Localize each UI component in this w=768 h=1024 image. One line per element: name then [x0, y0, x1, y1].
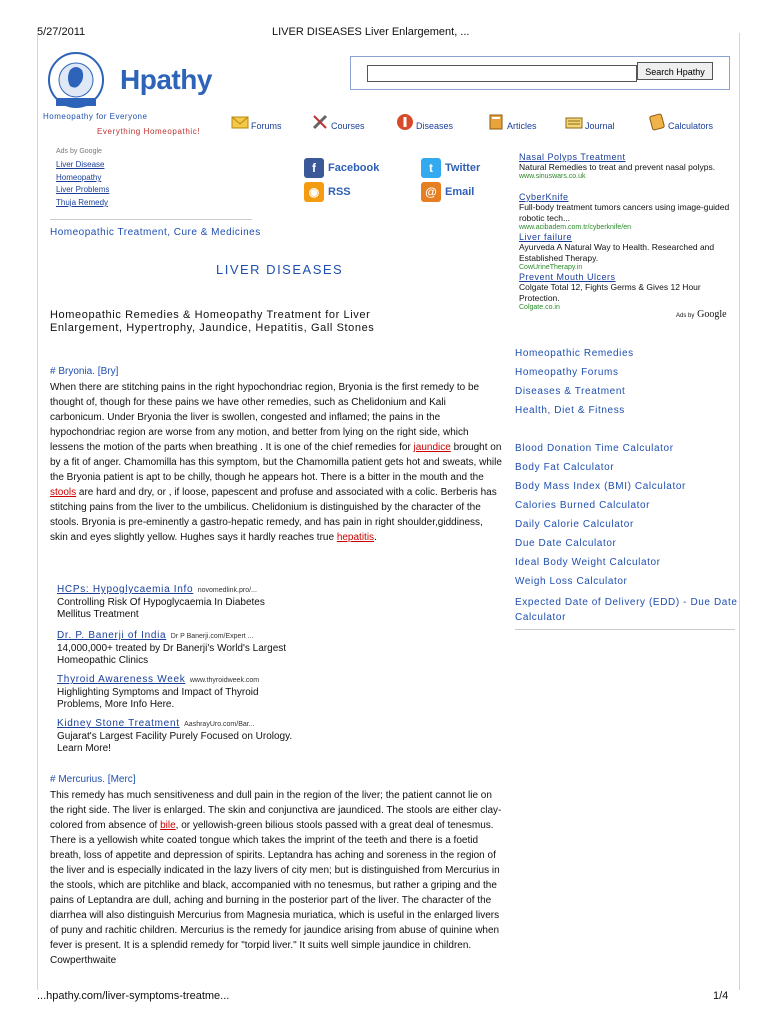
social-twitter[interactable] — [421, 158, 480, 178]
social-rss[interactable] — [304, 182, 351, 202]
ad-block[interactable] — [519, 152, 734, 192]
ad-title[interactable]: HCPs: Hypoglycaemia Info — [57, 584, 194, 595]
ad-body: Gujarat's Largest Facility Purely Focused on Urology. Learn More! — [57, 731, 293, 754]
ad-body: Natural Remedies to treat and prevent nasal polyps. — [519, 162, 716, 172]
nav-label: Journal — [585, 121, 615, 131]
brand-name[interactable]: Hpathy — [120, 64, 212, 95]
ad-url: Colgate.co.in — [519, 304, 560, 311]
ad-link[interactable]: Thuja Remedy — [56, 198, 109, 207]
page-title: LIVER DISEASES — [216, 262, 344, 277]
book-icon — [487, 113, 505, 131]
calculator-link[interactable]: Weigh Loss Calculator — [515, 576, 628, 587]
ad-body: Controlling Risk Of Hypoglycaemia In Diabetes Mellitus Treatment — [57, 597, 265, 620]
ad-url: AashrayUro.com/Bar... — [184, 721, 255, 728]
calculator-link[interactable]: Body Fat Calculator — [515, 462, 615, 473]
body-text: When there are stitching pains in the right hypochondriac region, Bryonia is the first remedy to be thought of, though for these pains we have other remedies, such as Chelidonium and Kali carbonicum. Under Bryonia the liver is swollen, congested and inflamed; the pains in the hypochondriac region are worse from any motion, and better from lying on the right side, which lessens the motion of the parts when breathing . It is one of the chief remedies for — [50, 382, 480, 453]
ad-body: 14,000,000+ treated by Dr Banerji's World's Largest Homeopathic Clinics — [57, 643, 287, 666]
logo-emblem-icon — [42, 50, 110, 110]
calculator-link[interactable]: Due Date Calculator — [515, 538, 617, 549]
nav-forums[interactable] — [231, 113, 282, 131]
ad-title[interactable]: Nasal Polyps Treatment — [519, 152, 626, 162]
nav-journal[interactable] — [565, 113, 615, 131]
nav-label: Forums — [251, 121, 282, 131]
ad-url: CowUrineTherapy.in — [519, 264, 583, 271]
inline-google-ads — [57, 579, 297, 755]
ad-url: novomedlink.pro/... — [197, 587, 257, 594]
sidebar-link[interactable]: Diseases & Treatment — [515, 386, 626, 397]
nav-label: Calculators — [668, 121, 714, 131]
calculator-link[interactable]: Expected Date of Delivery (EDD) - Due Date Calculator — [515, 597, 738, 623]
body-text: This remedy has much sensitiveness and dull pain in the region of the liver; the patient cannot lie on the right side. The liver is enlarged. The skin and conjunctiva are jaundiced. The stools are either clay-colored from absence of — [50, 790, 502, 831]
tools-icon — [311, 113, 329, 131]
nav-label: Courses — [331, 121, 365, 131]
ad-url: www.acibadem.com.tr/cyberknife/en — [519, 224, 632, 231]
inline-ad[interactable] — [57, 713, 297, 755]
ads-by-google-header: Ads by Google — [56, 148, 102, 155]
sidebar-link[interactable]: Homeopathy Forums — [515, 367, 619, 378]
inline-ad[interactable] — [57, 625, 297, 669]
nav-courses[interactable] — [311, 113, 365, 131]
brand-subtagline: Everything Homeopathic! — [97, 127, 201, 136]
body-text: . — [374, 532, 377, 543]
email-icon: @ — [421, 182, 441, 202]
ad-block[interactable] — [519, 232, 734, 272]
body-text: are hard and dry, or , if loose, papescent and profuse and associated with a colic. Berberis has stitching pains from the liver to the umbilicus. Chelidonium is distinguished by the character of the stools. Bryonia is pre-eminently a gastro-hepatic remedy, and has pain in right shoulder,giddiness, skin and eyes slightly yellow. Hughes says it hardly reaches true — [50, 487, 497, 543]
sidebar-link[interactable]: Homeopathic Remedies — [515, 348, 634, 359]
nav-label: Diseases — [416, 121, 454, 131]
nav-calculators[interactable] — [648, 113, 713, 131]
print-date: 5/27/2011 — [37, 26, 86, 38]
facebook-icon: f — [304, 158, 324, 178]
print-footer-page: 1/4 — [713, 990, 729, 1002]
calculator-link[interactable]: Blood Donation Time Calculator — [515, 443, 674, 454]
breadcrumb[interactable]: Homeopathic Treatment, Cure & Medicines — [50, 227, 261, 238]
ad-title[interactable]: Liver failure — [519, 232, 573, 242]
ad-title[interactable]: Prevent Mouth Ulcers — [519, 272, 616, 282]
ad-title[interactable]: Dr. P. Banerji of India — [57, 630, 167, 641]
social-facebook[interactable] — [304, 158, 379, 178]
page-subtitle: Homeopathic Remedies & Homeopathy Treatment for Liver Enlargement, Hypertrophy, Jaundice, Hepatitis, Gall Stones — [50, 309, 375, 334]
ads-by-prefix: Ads by — [676, 313, 695, 319]
body-text: brought on by a fit of anger. Chamomilla has this symptom, but the Chamomilla patient gets hot and sweats, while the Bryonia patient is apt to be chilly, though he appears hot. There is a bitter in the mouth and the — [50, 442, 502, 483]
section-heading-bryonia: # Bryonia. [Bry] — [50, 366, 119, 377]
google-wordmark: Google — [697, 309, 727, 320]
print-title: LIVER DISEASES Liver Enlargement, ... — [272, 26, 470, 38]
rss-icon: ◉ — [304, 182, 324, 202]
social-label: RSS — [328, 186, 351, 198]
nav-diseases[interactable] — [396, 113, 453, 131]
brand-tagline: Homeopathy for Everyone — [43, 112, 148, 121]
ad-body: Colgate Total 12, Fights Germs & Gives 12 Hour Protection. — [519, 282, 701, 303]
ad-title[interactable]: CyberKnife — [519, 192, 569, 202]
twitter-icon: t — [421, 158, 441, 178]
ads-by-google-label[interactable] — [676, 309, 727, 320]
calculator-link[interactable]: Body Mass Index (BMI) Calculator — [515, 481, 686, 492]
section-body-mercurius — [50, 788, 503, 978]
ad-body: Ayurveda A Natural Way to Health. Researched and Established Therapy. — [519, 242, 715, 263]
ad-title[interactable]: Thyroid Awareness Week — [57, 674, 186, 685]
ad-link[interactable]: Liver Problems — [56, 185, 110, 194]
ad-url: www.thyroidweek.com — [189, 677, 260, 684]
calculator-icon — [648, 113, 666, 131]
hpathy-logo[interactable] — [42, 50, 110, 110]
social-label: Email — [445, 186, 475, 198]
right-ads — [519, 152, 734, 311]
ad-body: Highlighting Symptoms and Impact of Thyroid Problems, More Info Here. — [57, 687, 259, 710]
envelope-icon — [231, 113, 249, 131]
ad-link[interactable]: Liver Disease — [56, 160, 105, 169]
social-label: Twitter — [445, 162, 481, 174]
search-button[interactable]: Search Hpathy — [637, 62, 713, 80]
calculator-link[interactable]: Daily Calorie Calculator — [515, 519, 634, 530]
search-input[interactable] — [367, 65, 637, 82]
ad-block[interactable] — [519, 272, 734, 311]
keyword-link[interactable]: bile — [160, 820, 176, 831]
inline-ad[interactable] — [57, 579, 297, 625]
ad-url: www.sinuswars.co.uk — [519, 173, 586, 180]
ad-link[interactable]: Homeopathy — [56, 173, 102, 182]
social-label: Facebook — [328, 162, 380, 174]
calculator-link[interactable]: Ideal Body Weight Calculator — [515, 557, 661, 568]
ad-title[interactable]: Kidney Stone Treatment — [57, 718, 180, 729]
medical-icon — [396, 113, 414, 131]
section-heading-mercurius: # Mercurius. [Merc] — [50, 774, 136, 785]
keyword-link[interactable]: stools — [50, 487, 77, 498]
keyword-link[interactable]: hepatitis — [336, 532, 375, 543]
nav-label: Articles — [507, 121, 537, 131]
body-text: , or yellowish-green bilious stools passed with a great deal of tenesmus. There is a yellowish white coated tongue which takes the imprint of the teeth and there is a foetid breath, loss of appetite and depression of spirits. Leptandra has aching and soreness in the region of the liver and is especially indicated in the lazy livers of city men; but is distinguished from Mercurius in the stools, which are pitchlike and black, accompanied with no tenesmus, but rather a griping and the pains of Leptandra are dull, aching and burning in the posterior part of the liver. The character of the diarrhea will also distinguish Mercurius from Magnesia muriatica, which is useful in the enlarged livers of puny and rachitic children. Mercurius is the remedy for jaundice arising from abuse of quinine when fever is present. It is a splendid remedy for "torpid liver." It suits well simple jaundice in children. Cowperthwaite — [50, 820, 500, 966]
social-email[interactable] — [421, 182, 474, 202]
divider — [50, 219, 252, 220]
divider — [515, 629, 735, 630]
section-body-bryonia — [50, 380, 502, 545]
ad-block[interactable] — [519, 192, 734, 232]
sidebar-link[interactable]: Health, Diet & Fitness — [515, 405, 625, 416]
inline-ad[interactable] — [57, 669, 297, 713]
journal-icon — [565, 113, 583, 131]
nav-articles[interactable] — [487, 113, 537, 131]
ad-url: Dr P Banerji.com/Expert ... — [170, 633, 254, 640]
keyword-link[interactable]: jaundice — [413, 442, 451, 453]
calculator-link[interactable]: Calories Burned Calculator — [515, 500, 651, 511]
print-footer-url: ...hpathy.com/liver-symptoms-treatme... — [37, 990, 230, 1002]
ad-body: Full-body treatment tumors cancers using image-guided robotic tech... — [519, 202, 730, 223]
